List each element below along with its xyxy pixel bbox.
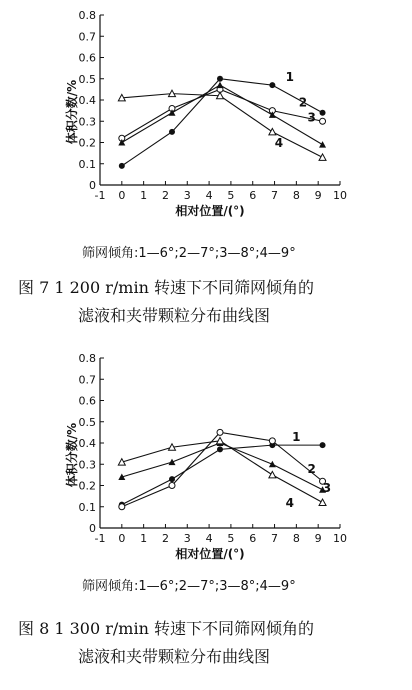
series-label-4: 4 xyxy=(285,495,294,510)
y-axis-label: 体积分数/% xyxy=(65,79,79,145)
x-axis-label: 相对位置/(°) xyxy=(175,547,245,561)
x-tick-label: 8 xyxy=(292,189,300,202)
y-tick-label: 0.6 xyxy=(78,51,96,65)
y-tick-label: 0.7 xyxy=(78,373,96,387)
data-point-series-3 xyxy=(319,141,326,148)
data-point-series-1 xyxy=(320,110,326,116)
data-point-series-4 xyxy=(319,154,326,161)
y-tick-label: 0.8 xyxy=(78,352,96,365)
x-tick-label: 3 xyxy=(183,532,191,545)
x-axis-label: 相对位置/(°) xyxy=(175,204,245,218)
x-tick-label: 9 xyxy=(314,189,322,202)
y-tick-label: 0.3 xyxy=(78,458,96,472)
x-tick-label: -1 xyxy=(94,532,106,545)
data-point-series-2 xyxy=(169,483,175,489)
x-tick-label: 10 xyxy=(333,189,347,202)
series-label-1: 1 xyxy=(292,429,301,444)
x-tick-label: 6 xyxy=(249,189,257,202)
data-point-series-1 xyxy=(169,476,175,482)
x-tick-label: 5 xyxy=(227,532,235,545)
y-axis-label: 体积分数/% xyxy=(65,422,79,488)
series-label-3: 3 xyxy=(307,110,316,125)
x-tick-label: 9 xyxy=(314,532,322,545)
data-point-series-1 xyxy=(119,163,125,169)
caption-line-1: 图 8 1 300 r/min 转速下不同筛网倾角的 xyxy=(18,619,314,638)
x-tick-label: 7 xyxy=(271,532,279,545)
caption-line-1: 图 7 1 200 r/min 转速下不同筛网倾角的 xyxy=(18,278,314,297)
y-tick-label: 0.3 xyxy=(78,115,96,129)
series-line-4 xyxy=(122,94,323,158)
x-tick-label: 4 xyxy=(205,189,213,202)
caption-line-2: 滤液和夹带颗粒分布曲线图 xyxy=(78,647,271,666)
data-point-series-4 xyxy=(319,499,326,506)
x-tick-label: 10 xyxy=(333,532,347,545)
data-point-series-2 xyxy=(269,438,275,444)
series-label-4: 4 xyxy=(274,135,284,150)
y-tick-label: 0 xyxy=(89,179,96,192)
data-point-series-2 xyxy=(217,429,223,435)
data-point-series-3 xyxy=(269,461,276,468)
x-tick-label: 2 xyxy=(161,532,169,545)
data-point-series-3 xyxy=(217,82,224,89)
y-tick-label: 0.8 xyxy=(78,9,96,22)
inclination-note: 筛网倾角:1—6°;2—7°;3—8°;4—9° xyxy=(82,246,296,261)
x-tick-label: 1 xyxy=(140,189,148,202)
chart-figure-8 xyxy=(0,345,412,585)
x-tick-label: 0 xyxy=(118,189,126,202)
figure-8 xyxy=(0,345,412,690)
data-point-series-4 xyxy=(269,471,276,478)
x-tick-label: 5 xyxy=(227,189,235,202)
series-label-3: 3 xyxy=(322,480,332,495)
series-label-2: 2 xyxy=(307,461,316,476)
figure-caption xyxy=(18,274,398,330)
y-tick-label: 0.5 xyxy=(78,72,96,86)
data-point-series-4 xyxy=(269,128,276,135)
data-point-series-1 xyxy=(169,129,175,135)
series-label-1: 1 xyxy=(285,69,294,84)
figure-caption xyxy=(18,615,398,671)
y-tick-label: 0.1 xyxy=(78,500,96,514)
y-tick-label: 0 xyxy=(89,522,96,535)
caption-line-2: 滤液和夹带颗粒分布曲线图 xyxy=(78,306,271,325)
data-point-series-1 xyxy=(217,76,223,82)
y-tick-label: 0.6 xyxy=(78,394,96,408)
data-point-series-1 xyxy=(269,82,275,88)
series-label-2: 2 xyxy=(298,95,308,110)
x-tick-label: -1 xyxy=(94,189,106,202)
x-tick-label: 0 xyxy=(118,532,126,545)
inclination-note: 筛网倾角:1—6°;2—7°;3—8°;4—9° xyxy=(82,579,296,594)
data-point-series-2 xyxy=(320,118,326,124)
y-tick-label: 0.2 xyxy=(78,479,96,493)
data-point-series-1 xyxy=(217,446,223,452)
y-tick-label: 0.4 xyxy=(78,94,96,107)
y-tick-label: 0.4 xyxy=(78,437,96,450)
chart-figure-7 xyxy=(0,0,412,240)
data-point-series-3 xyxy=(169,459,176,466)
y-tick-label: 0.2 xyxy=(78,136,96,150)
data-point-series-1 xyxy=(320,442,326,448)
y-tick-label: 0.7 xyxy=(78,30,96,44)
x-tick-label: 3 xyxy=(183,189,191,202)
x-tick-label: 4 xyxy=(205,532,213,545)
data-point-series-4 xyxy=(217,437,224,444)
x-tick-label: 8 xyxy=(292,532,300,545)
x-tick-label: 1 xyxy=(140,532,148,545)
y-tick-label: 0.5 xyxy=(78,415,96,429)
x-tick-label: 2 xyxy=(161,189,169,202)
y-tick-label: 0.1 xyxy=(78,157,96,171)
x-tick-label: 6 xyxy=(249,532,257,545)
data-point-series-2 xyxy=(119,504,125,510)
x-tick-label: 7 xyxy=(271,189,279,202)
